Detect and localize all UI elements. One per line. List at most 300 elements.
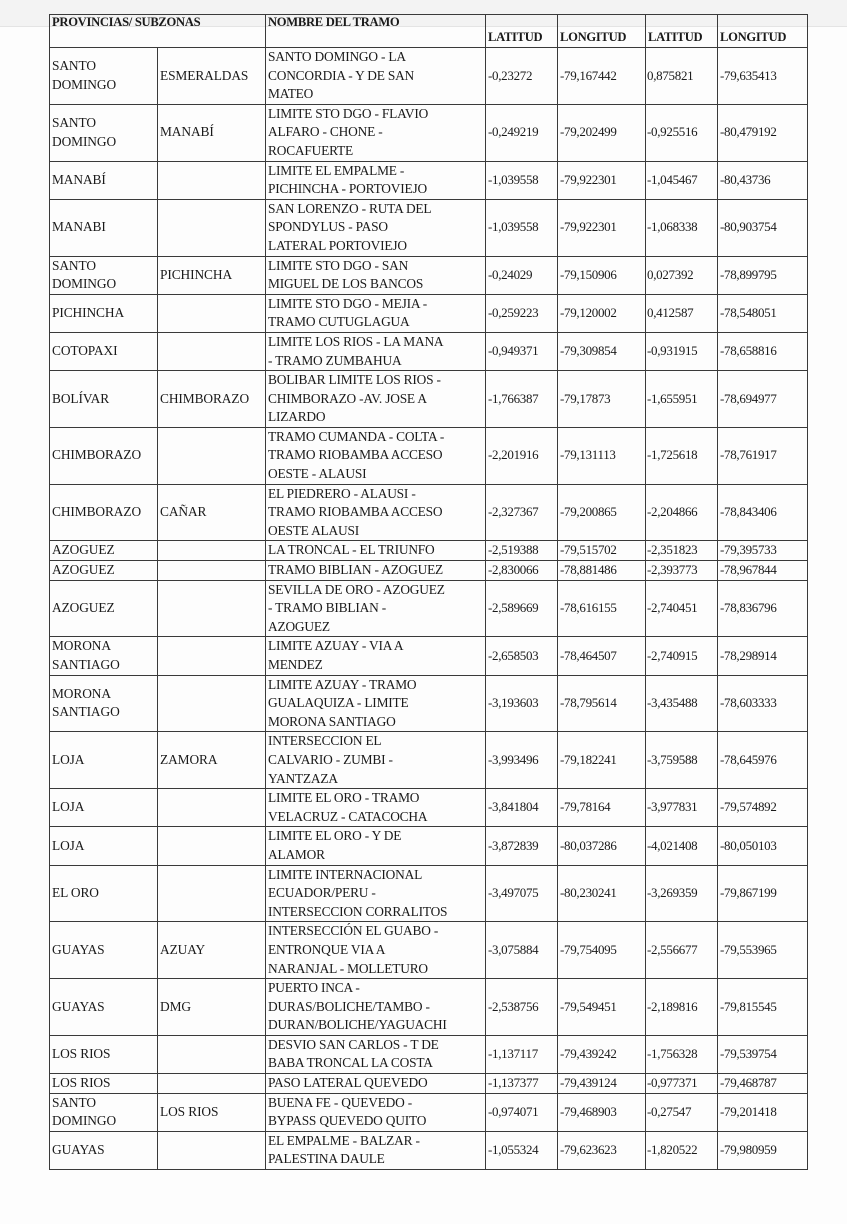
subzona-cell bbox=[158, 1131, 266, 1169]
latitud-inicio-cell: -1,137117 bbox=[486, 1035, 558, 1073]
subzona-cell: LOS RIOS bbox=[158, 1093, 266, 1131]
tramo-cell-line: SPONDYLUS - PASO bbox=[268, 219, 388, 235]
provincia-cell-line: LOJA bbox=[52, 799, 85, 815]
tramo-cell-line: TRAMO RIOBAMBA ACCESO bbox=[268, 504, 443, 520]
latitud-inicio-cell: -3,075884 bbox=[486, 922, 558, 979]
latitud-fin-cell: -2,393773 bbox=[646, 561, 718, 581]
longitud-inicio-cell: -79,78164 bbox=[558, 789, 646, 827]
tramo-cell-line: LIMITE STO DGO - SAN bbox=[268, 257, 409, 273]
provincia-cell-line: AZOGUEZ bbox=[52, 600, 115, 616]
tramo-cell-line: OESTE ALAUSI bbox=[268, 522, 359, 538]
latitud-fin-cell: -1,756328 bbox=[646, 1035, 718, 1073]
table-row bbox=[50, 1093, 808, 1131]
longitud-fin-cell: -78,694977 bbox=[718, 371, 808, 428]
longitud-fin-cell: -78,761917 bbox=[718, 427, 808, 484]
provincia-cell-line: GUAYAS bbox=[52, 941, 105, 957]
latitud-fin-cell: -2,556677 bbox=[646, 922, 718, 979]
longitud-fin-cell: -80,43736 bbox=[718, 161, 808, 199]
tramo-cell bbox=[266, 732, 486, 789]
tramo-cell-line: ROCAFUERTE bbox=[268, 142, 353, 158]
tramo-cell-line: - TRAMO ZUMBAHUA bbox=[268, 352, 402, 368]
tramo-cell bbox=[266, 104, 486, 161]
provincia-cell bbox=[50, 332, 158, 370]
subzona-cell bbox=[158, 199, 266, 256]
subzona-cell: MANABÍ bbox=[158, 104, 266, 161]
tramo-cell-line: PUERTO INCA - bbox=[268, 980, 360, 996]
tramo-cell-line: TRAMO BIBLIAN - AZOGUEZ bbox=[268, 562, 444, 578]
longitud-fin-cell: -78,658816 bbox=[718, 332, 808, 370]
longitud-fin-cell: -78,967844 bbox=[718, 561, 808, 581]
table-row bbox=[50, 979, 808, 1036]
longitud-inicio-cell: -79,922301 bbox=[558, 161, 646, 199]
longitud-fin-cell: -79,867199 bbox=[718, 865, 808, 922]
subzona-cell bbox=[158, 580, 266, 637]
provincia-cell-line: SANTO bbox=[52, 257, 96, 273]
tramo-cell-line: MORONA SANTIAGO bbox=[268, 713, 396, 729]
tramo-cell-line: LIMITE LOS RIOS - LA MANA bbox=[268, 333, 444, 349]
provincia-cell-line: DOMINGO bbox=[52, 76, 117, 92]
latitud-inicio-cell: -2,327367 bbox=[486, 484, 558, 541]
longitud-inicio-cell: -78,881486 bbox=[558, 561, 646, 581]
provincia-cell-line: GUAYAS bbox=[52, 998, 105, 1014]
provincia-cell-line: LOJA bbox=[52, 837, 85, 853]
subzona-cell bbox=[158, 332, 266, 370]
tramo-cell bbox=[266, 561, 486, 581]
tramo-cell-line: BUENA FE - QUEVEDO - bbox=[268, 1094, 413, 1110]
tramo-cell-line: TRAMO CUMANDA - COLTA - bbox=[268, 428, 445, 444]
provincia-cell bbox=[50, 371, 158, 428]
tramo-cell-line: LIMITE AZUAY - VIA A bbox=[268, 638, 404, 654]
tramo-cell-line: MATEO bbox=[268, 86, 314, 102]
latitud-inicio-cell: -2,830066 bbox=[486, 561, 558, 581]
table-row bbox=[50, 332, 808, 370]
tramo-cell-line: OESTE - ALAUSI bbox=[268, 466, 367, 482]
tramo-cell-line: DESVIO SAN CARLOS - T DE bbox=[268, 1036, 439, 1052]
provincia-cell bbox=[50, 427, 158, 484]
tramo-cell bbox=[266, 48, 486, 105]
tramo-cell-line: EL EMPALME - BALZAR - bbox=[268, 1132, 420, 1148]
tramo-cell bbox=[266, 865, 486, 922]
longitud-fin-cell: -80,903754 bbox=[718, 199, 808, 256]
tramo-cell-line: - TRAMO BIBLIAN - bbox=[268, 600, 386, 616]
longitud-fin-cell: -79,574892 bbox=[718, 789, 808, 827]
tramo-cell-line: DURAS/BOLICHE/TAMBO - bbox=[268, 998, 430, 1014]
latitud-inicio-cell: -1,766387 bbox=[486, 371, 558, 428]
tramo-cell-line: AZOGUEZ bbox=[268, 618, 330, 634]
latitud-fin-cell: -1,045467 bbox=[646, 161, 718, 199]
tramo-cell-line: BABA TRONCAL LA COSTA bbox=[268, 1055, 433, 1071]
tramos-table bbox=[49, 14, 808, 1170]
latitud-fin-cell: -1,068338 bbox=[646, 199, 718, 256]
tramo-cell bbox=[266, 541, 486, 561]
latitud-fin-cell: -2,351823 bbox=[646, 541, 718, 561]
provincia-cell-line: LOS RIOS bbox=[52, 1046, 111, 1062]
tramo-cell-line: LIMITE STO DGO - FLAVIO bbox=[268, 105, 429, 121]
provincia-cell bbox=[50, 1074, 158, 1094]
longitud-fin-cell: -79,468787 bbox=[718, 1074, 808, 1094]
provincia-cell-line: DOMINGO bbox=[52, 133, 117, 149]
table-row bbox=[50, 104, 808, 161]
tramo-cell-line: EL PIEDRERO - ALAUSI - bbox=[268, 485, 416, 501]
provincia-cell bbox=[50, 865, 158, 922]
latitud-fin-cell: 0,027392 bbox=[646, 256, 718, 294]
latitud-inicio-cell: -2,658503 bbox=[486, 637, 558, 675]
tramo-cell-line: LIMITE EL ORO - TRAMO bbox=[268, 790, 420, 806]
provincia-cell bbox=[50, 199, 158, 256]
table-row bbox=[50, 427, 808, 484]
subzona-cell bbox=[158, 427, 266, 484]
longitud-inicio-cell: -79,167442 bbox=[558, 48, 646, 105]
tramo-cell bbox=[266, 1093, 486, 1131]
tramo-cell-line: LATERAL PORTOVIEJO bbox=[268, 237, 407, 253]
latitud-inicio-cell: -0,24029 bbox=[486, 256, 558, 294]
tramo-cell bbox=[266, 199, 486, 256]
latitud-fin-cell: -4,021408 bbox=[646, 827, 718, 865]
subzona-cell: CAÑAR bbox=[158, 484, 266, 541]
provincia-cell-line: CHIMBORAZO bbox=[52, 447, 142, 463]
header-longitud-fin: LONGITUD bbox=[718, 15, 808, 48]
table-row bbox=[50, 675, 808, 732]
provincia-cell bbox=[50, 294, 158, 332]
tramo-cell bbox=[266, 332, 486, 370]
longitud-inicio-cell: -79,754095 bbox=[558, 922, 646, 979]
table-row bbox=[50, 541, 808, 561]
provincia-cell-line: SANTO bbox=[52, 58, 96, 74]
longitud-fin-cell: -79,553965 bbox=[718, 922, 808, 979]
tramo-cell-line: INTERSECCION CORRALITOS bbox=[268, 903, 448, 919]
tramo-cell-line: SAN LORENZO - RUTA DEL bbox=[268, 200, 432, 216]
table-row bbox=[50, 580, 808, 637]
provincia-cell-line: AZOGUEZ bbox=[52, 542, 115, 558]
tramo-cell-line: CHIMBORAZO -AV. JOSE A bbox=[268, 390, 427, 406]
tramo-cell bbox=[266, 922, 486, 979]
tramo-cell-line: ALAMOR bbox=[268, 846, 325, 862]
provincia-cell bbox=[50, 732, 158, 789]
provincia-cell bbox=[50, 580, 158, 637]
tramo-cell-line: LIMITE AZUAY - TRAMO bbox=[268, 676, 417, 692]
latitud-fin-cell: -2,204866 bbox=[646, 484, 718, 541]
longitud-inicio-cell: -79,131113 bbox=[558, 427, 646, 484]
latitud-inicio-cell: -3,872839 bbox=[486, 827, 558, 865]
provincia-cell bbox=[50, 675, 158, 732]
tramo-cell-line: MENDEZ bbox=[268, 657, 323, 672]
longitud-fin-cell: -78,836796 bbox=[718, 580, 808, 637]
longitud-fin-cell: -78,548051 bbox=[718, 294, 808, 332]
tramo-cell bbox=[266, 580, 486, 637]
latitud-inicio-cell: -0,23272 bbox=[486, 48, 558, 105]
latitud-fin-cell: -2,740915 bbox=[646, 637, 718, 675]
latitud-inicio-cell: -1,137377 bbox=[486, 1074, 558, 1094]
tramo-cell-line: LIZARDO bbox=[268, 409, 326, 425]
latitud-fin-cell: -1,725618 bbox=[646, 427, 718, 484]
tramo-cell-line: MIGUEL DE LOS BANCOS bbox=[268, 276, 424, 292]
provincia-cell bbox=[50, 789, 158, 827]
provincia-cell-line: SANTIAGO bbox=[52, 704, 120, 720]
tramo-cell bbox=[266, 484, 486, 541]
longitud-fin-cell: -78,298914 bbox=[718, 637, 808, 675]
longitud-inicio-cell: -79,120002 bbox=[558, 294, 646, 332]
provincia-cell bbox=[50, 1131, 158, 1169]
longitud-inicio-cell: -79,17873 bbox=[558, 371, 646, 428]
table-row bbox=[50, 48, 808, 105]
provincia-cell-line: DOMINGO bbox=[52, 1113, 117, 1129]
provincia-cell-line: BOLÍVAR bbox=[52, 390, 110, 406]
table-row bbox=[50, 161, 808, 199]
tramo-cell bbox=[266, 675, 486, 732]
latitud-inicio-cell: -3,193603 bbox=[486, 675, 558, 732]
tramo-cell-line: SANTO DOMINGO - LA bbox=[268, 49, 406, 64]
subzona-cell bbox=[158, 541, 266, 561]
tramo-cell-line: NARANJAL - MOLLETURO bbox=[268, 960, 428, 976]
longitud-inicio-cell: -80,037286 bbox=[558, 827, 646, 865]
table-row bbox=[50, 789, 808, 827]
latitud-fin-cell: -0,27547 bbox=[646, 1093, 718, 1131]
header-longitud-inicio: LONGITUD bbox=[558, 15, 646, 48]
provincia-cell-line: MANABÍ bbox=[52, 171, 106, 187]
table-row bbox=[50, 1131, 808, 1169]
tramo-cell-line: CONCORDIA - Y DE SAN bbox=[268, 67, 415, 83]
latitud-inicio-cell: -3,993496 bbox=[486, 732, 558, 789]
tramo-cell-line: SEVILLA DE ORO - AZOGUEZ bbox=[268, 581, 445, 597]
table-row bbox=[50, 484, 808, 541]
latitud-inicio-cell: -2,201916 bbox=[486, 427, 558, 484]
provincia-cell-line: SANTO bbox=[52, 115, 96, 131]
latitud-fin-cell: -0,977371 bbox=[646, 1074, 718, 1094]
tramo-cell bbox=[266, 1035, 486, 1073]
table-row bbox=[50, 827, 808, 865]
header-latitud-inicio: LATITUD bbox=[486, 15, 558, 48]
longitud-fin-cell: -79,539754 bbox=[718, 1035, 808, 1073]
tramo-cell-line: DURAN/BOLICHE/YAGUACHI bbox=[268, 1017, 447, 1033]
tramo-cell-line: BOLIBAR LIMITE LOS RIOS - bbox=[268, 372, 441, 388]
subzona-cell: AZUAY bbox=[158, 922, 266, 979]
tramo-cell-line: LIMITE STO DGO - MEJIA - bbox=[268, 295, 427, 311]
latitud-fin-cell: -2,189816 bbox=[646, 979, 718, 1036]
subzona-cell bbox=[158, 561, 266, 581]
longitud-fin-cell: -79,395733 bbox=[718, 541, 808, 561]
latitud-fin-cell: -3,435488 bbox=[646, 675, 718, 732]
longitud-fin-cell: -78,843406 bbox=[718, 484, 808, 541]
tramo-cell-line: BYPASS QUEVEDO QUITO bbox=[268, 1113, 427, 1129]
longitud-inicio-cell: -79,549451 bbox=[558, 979, 646, 1036]
tramo-cell bbox=[266, 256, 486, 294]
subzona-cell bbox=[158, 294, 266, 332]
tramo-cell-line: YANTZAZA bbox=[268, 770, 338, 786]
provincia-cell bbox=[50, 48, 158, 105]
subzona-cell: PICHINCHA bbox=[158, 256, 266, 294]
tramo-cell-line: LIMITE INTERNACIONAL bbox=[268, 866, 423, 882]
table-body bbox=[50, 48, 808, 1170]
table-row bbox=[50, 922, 808, 979]
latitud-inicio-cell: -1,039558 bbox=[486, 161, 558, 199]
tramo-cell-line: INTERSECCION EL bbox=[268, 733, 382, 749]
latitud-fin-cell: -3,977831 bbox=[646, 789, 718, 827]
subzona-cell: ESMERALDAS bbox=[158, 48, 266, 105]
provincia-cell bbox=[50, 1035, 158, 1073]
longitud-fin-cell: -79,815545 bbox=[718, 979, 808, 1036]
latitud-inicio-cell: -2,538756 bbox=[486, 979, 558, 1036]
provincia-cell-line: DOMINGO bbox=[52, 276, 117, 292]
longitud-fin-cell: -79,635413 bbox=[718, 48, 808, 105]
table-row bbox=[50, 1035, 808, 1073]
provincia-cell-line: LOS RIOS bbox=[52, 1075, 111, 1091]
latitud-fin-cell: -0,925516 bbox=[646, 104, 718, 161]
subzona-cell bbox=[158, 675, 266, 732]
longitud-fin-cell: -79,201418 bbox=[718, 1093, 808, 1131]
latitud-inicio-cell: -2,589669 bbox=[486, 580, 558, 637]
table-row bbox=[50, 294, 808, 332]
tramo-cell bbox=[266, 979, 486, 1036]
provincia-cell bbox=[50, 256, 158, 294]
subzona-cell bbox=[158, 827, 266, 865]
table-row bbox=[50, 256, 808, 294]
provincia-cell bbox=[50, 541, 158, 561]
latitud-fin-cell: 0,875821 bbox=[646, 48, 718, 105]
provincia-cell-line: COTOPAXI bbox=[52, 343, 118, 359]
provincia-cell-line: MANABI bbox=[52, 219, 106, 235]
longitud-inicio-cell: -79,468903 bbox=[558, 1093, 646, 1131]
latitud-inicio-cell: -0,249219 bbox=[486, 104, 558, 161]
tramo-cell-line: GUALAQUIZA - LIMITE bbox=[268, 695, 409, 711]
subzona-cell: CHIMBORAZO bbox=[158, 371, 266, 428]
provincia-cell-line: LOJA bbox=[52, 751, 85, 767]
latitud-inicio-cell: -1,039558 bbox=[486, 199, 558, 256]
header-row bbox=[50, 15, 808, 48]
tramo-cell bbox=[266, 371, 486, 428]
table-row bbox=[50, 865, 808, 922]
provincia-cell bbox=[50, 561, 158, 581]
subzona-cell bbox=[158, 161, 266, 199]
tramo-cell-line: PICHINCHA - PORTOVIEJO bbox=[268, 181, 427, 197]
longitud-inicio-cell: -79,439242 bbox=[558, 1035, 646, 1073]
provincia-cell-line: SANTO bbox=[52, 1094, 96, 1110]
tramo-cell-line: LA TRONCAL - EL TRIUNFO bbox=[268, 542, 435, 558]
tramo-cell-line: ECUADOR/PERU - bbox=[268, 885, 376, 901]
longitud-inicio-cell: -79,439124 bbox=[558, 1074, 646, 1094]
subzona-cell bbox=[158, 865, 266, 922]
latitud-fin-cell: -2,740451 bbox=[646, 580, 718, 637]
subzona-cell bbox=[158, 789, 266, 827]
table-row bbox=[50, 371, 808, 428]
table-row bbox=[50, 732, 808, 789]
tramo-cell-line: PASO LATERAL QUEVEDO bbox=[268, 1075, 428, 1091]
latitud-inicio-cell: -1,055324 bbox=[486, 1131, 558, 1169]
longitud-fin-cell: -80,479192 bbox=[718, 104, 808, 161]
longitud-inicio-cell: -79,515702 bbox=[558, 541, 646, 561]
table-row bbox=[50, 637, 808, 675]
longitud-inicio-cell: -79,150906 bbox=[558, 256, 646, 294]
tramo-cell bbox=[266, 161, 486, 199]
tramo-cell bbox=[266, 1074, 486, 1094]
provincia-cell-line: MORONA bbox=[52, 638, 111, 654]
longitud-fin-cell: -78,645976 bbox=[718, 732, 808, 789]
provincia-cell-line: GUAYAS bbox=[52, 1142, 105, 1158]
tramo-cell bbox=[266, 637, 486, 675]
longitud-inicio-cell: -79,182241 bbox=[558, 732, 646, 789]
longitud-inicio-cell: -79,309854 bbox=[558, 332, 646, 370]
latitud-inicio-cell: -0,949371 bbox=[486, 332, 558, 370]
tramo-cell bbox=[266, 789, 486, 827]
header-nombre-tramo: NOMBRE DEL TRAMO bbox=[266, 15, 486, 48]
tramo-cell bbox=[266, 427, 486, 484]
tramo-cell-line: LIMITE EL EMPALME - bbox=[268, 162, 405, 178]
provincia-cell bbox=[50, 484, 158, 541]
longitud-inicio-cell: -78,616155 bbox=[558, 580, 646, 637]
tramo-cell-line: VELACRUZ - CATACOCHA bbox=[268, 808, 428, 824]
provincia-cell-line: PICHINCHA bbox=[52, 305, 125, 321]
provincia-cell bbox=[50, 161, 158, 199]
tramo-cell-line: ENTRONQUE VIA A bbox=[268, 941, 386, 957]
latitud-inicio-cell: -0,259223 bbox=[486, 294, 558, 332]
document-page bbox=[49, 14, 807, 1170]
longitud-inicio-cell: -78,795614 bbox=[558, 675, 646, 732]
tramo-cell-line: LIMITE EL ORO - Y DE bbox=[268, 828, 402, 844]
table-row bbox=[50, 561, 808, 581]
longitud-fin-cell: -79,980959 bbox=[718, 1131, 808, 1169]
longitud-fin-cell: -78,899795 bbox=[718, 256, 808, 294]
subzona-cell bbox=[158, 1035, 266, 1073]
provincia-cell-line: EL ORO bbox=[52, 885, 99, 901]
latitud-inicio-cell: -0,974071 bbox=[486, 1093, 558, 1131]
provincia-cell-line: AZOGUEZ bbox=[52, 562, 115, 578]
provincia-cell bbox=[50, 979, 158, 1036]
table-row bbox=[50, 1074, 808, 1094]
subzona-cell bbox=[158, 1074, 266, 1094]
tramo-cell-line: TRAMO CUTUGLAGUA bbox=[268, 314, 410, 330]
provincia-cell-line: MORONA bbox=[52, 685, 111, 701]
tramo-cell-line: CALVARIO - ZUMBI - bbox=[268, 751, 393, 767]
provincia-cell bbox=[50, 922, 158, 979]
longitud-inicio-cell: -78,464507 bbox=[558, 637, 646, 675]
provincia-cell bbox=[50, 827, 158, 865]
longitud-fin-cell: -80,050103 bbox=[718, 827, 808, 865]
longitud-inicio-cell: -79,623623 bbox=[558, 1131, 646, 1169]
latitud-inicio-cell: -3,497075 bbox=[486, 865, 558, 922]
provincia-cell-line: CHIMBORAZO bbox=[52, 504, 142, 520]
table-row bbox=[50, 199, 808, 256]
latitud-inicio-cell: -2,519388 bbox=[486, 541, 558, 561]
tramo-cell-line: TRAMO RIOBAMBA ACCESO bbox=[268, 447, 443, 463]
header-latitud-fin: LATITUD bbox=[646, 15, 718, 48]
subzona-cell: ZAMORA bbox=[158, 732, 266, 789]
tramo-cell-line: ALFARO - CHONE - bbox=[268, 124, 383, 140]
latitud-fin-cell: -3,269359 bbox=[646, 865, 718, 922]
provincia-cell bbox=[50, 637, 158, 675]
header-provincias-subzonas: PROVINCIAS/ SUBZONAS bbox=[50, 15, 266, 48]
provincia-cell-line: SANTIAGO bbox=[52, 657, 120, 672]
subzona-cell bbox=[158, 637, 266, 675]
longitud-inicio-cell: -79,202499 bbox=[558, 104, 646, 161]
tramo-cell bbox=[266, 827, 486, 865]
provincia-cell bbox=[50, 104, 158, 161]
tramo-cell-line: INTERSECCIÓN EL GUABO - bbox=[268, 923, 439, 939]
tramo-cell bbox=[266, 1131, 486, 1169]
latitud-fin-cell: -1,820522 bbox=[646, 1131, 718, 1169]
latitud-fin-cell: -3,759588 bbox=[646, 732, 718, 789]
longitud-inicio-cell: -79,922301 bbox=[558, 199, 646, 256]
longitud-inicio-cell: -80,230241 bbox=[558, 865, 646, 922]
latitud-inicio-cell: -3,841804 bbox=[486, 789, 558, 827]
latitud-fin-cell: 0,412587 bbox=[646, 294, 718, 332]
provincia-cell bbox=[50, 1093, 158, 1131]
longitud-fin-cell: -78,603333 bbox=[718, 675, 808, 732]
latitud-fin-cell: -1,655951 bbox=[646, 371, 718, 428]
tramo-cell bbox=[266, 294, 486, 332]
tramo-cell-line: PALESTINA DAULE bbox=[268, 1151, 385, 1167]
subzona-cell: DMG bbox=[158, 979, 266, 1036]
longitud-inicio-cell: -79,200865 bbox=[558, 484, 646, 541]
latitud-fin-cell: -0,931915 bbox=[646, 332, 718, 370]
